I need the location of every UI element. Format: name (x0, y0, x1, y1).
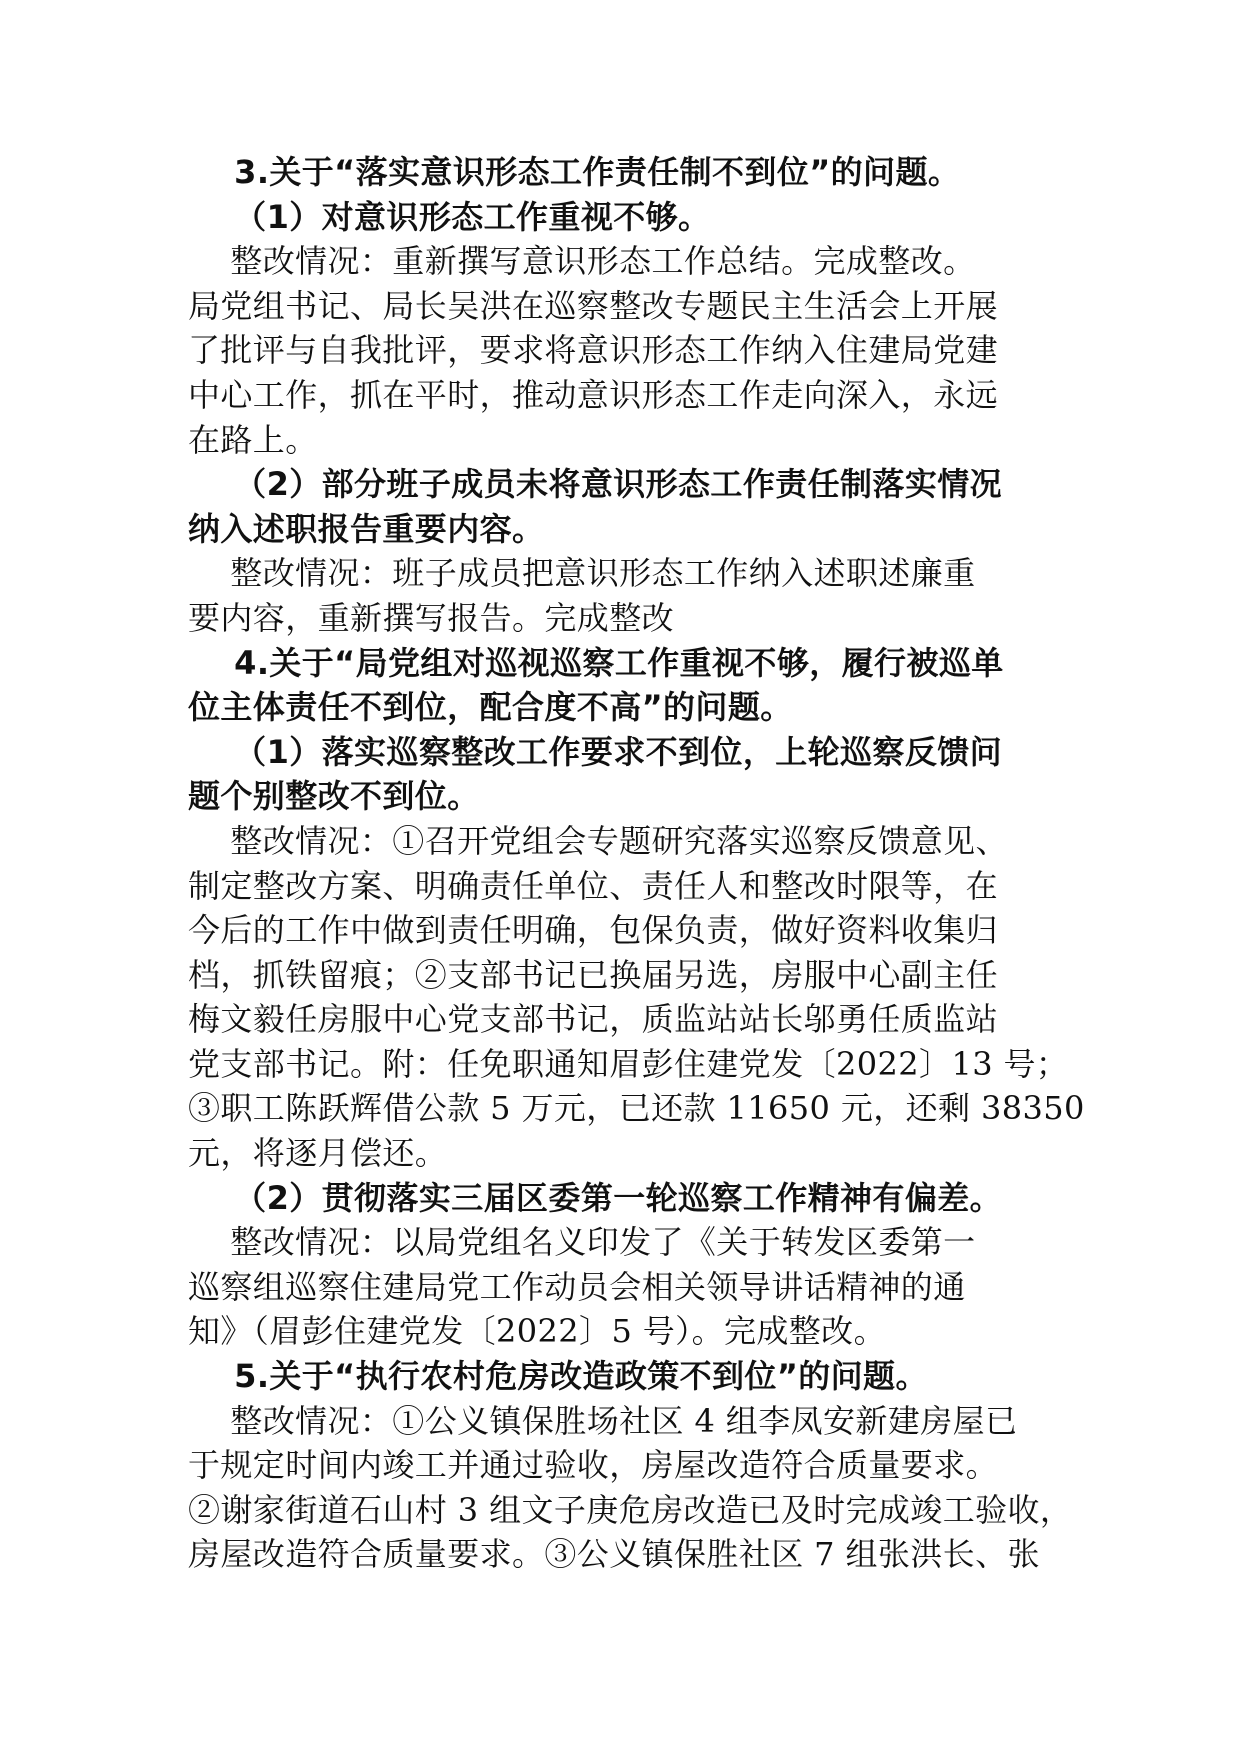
heading-line: （1）落实巡察整改工作要求不到位，上轮巡察反馈问 (188, 732, 1003, 771)
document-page (188, 150, 1085, 1577)
heading-line: 3.关于“落实意识形态工作责任制不到位”的问题。 (188, 153, 961, 191)
paragraph-line: 在路上。 (188, 420, 318, 459)
paragraph-line: 整改情况：重新撰写意识形态工作总结。完成整改。 (188, 242, 976, 281)
paragraph-line: ③职工陈跃辉借公款 5 万元，已还款 11650 元，还剩 38350 (188, 1089, 1085, 1128)
paragraph-line: 房屋改造符合质量要求。③公义镇保胜社区 7 组张洪长、张 (188, 1535, 1040, 1574)
heading-line: 4.关于“局党组对巡视巡察工作重视不够，履行被巡单 (188, 643, 1004, 682)
paragraph-line: 整改情况：①召开党组会专题研究落实巡察反馈意见、 (188, 821, 1008, 860)
paragraph-line: ②谢家街道石山村 3 组文子庚危房改造已及时完成竣工验收， (188, 1490, 1073, 1529)
paragraph-line: 制定整改方案、明确责任单位、责任人和整改时限等，在 (188, 866, 999, 905)
paragraph-line: 整改情况：以局党组名义印发了《关于转发区委第一 (188, 1223, 976, 1262)
heading-line: 题个别整改不到位。 (188, 777, 480, 816)
heading-line: （1）对意识形态工作重视不够。 (188, 197, 711, 236)
paragraph-line: 党支部书记。附：任免职通知眉彭住建党发〔2022〕13 号； (188, 1044, 1069, 1083)
paragraph-line: 整改情况：①公义镇保胜场社区 4 组李凤安新建房屋已 (188, 1401, 1018, 1440)
paragraph-line: 梅文毅任房服中心党支部书记，质监站站长邬勇任质监站 (188, 1000, 999, 1039)
paragraph-line: 了批评与自我批评，要求将意识形态工作纳入住建局党建 (188, 331, 999, 370)
paragraph-line: 局党组书记、局长吴洪在巡察整改专题民主生活会上开展 (188, 286, 999, 325)
paragraph-line: 整改情况：班子成员把意识形态工作纳入述职述廉重 (188, 554, 976, 593)
heading-line: （2）贯彻落实三届区委第一轮巡察工作精神有偏差。 (188, 1178, 1003, 1217)
paragraph-line: 要内容，重新撰写报告。完成整改 (188, 598, 675, 637)
paragraph-line: 知》（眉彭住建党发〔2022〕5 号）。完成整改。 (188, 1312, 886, 1351)
paragraph-line: 巡察组巡察住建局党工作动员会相关领导讲话精神的通 (188, 1267, 966, 1306)
heading-line: （2）部分班子成员未将意识形态工作责任制落实情况 (188, 465, 1003, 504)
paragraph-line: 于规定时间内竣工并通过验收，房屋改造符合质量要求。 (188, 1446, 999, 1485)
paragraph-line: 今后的工作中做到责任明确，包保负责，做好资料收集归 (188, 911, 999, 950)
paragraph-line: 中心工作，抓在平时，推动意识形态工作走向深入，永远 (188, 375, 999, 414)
paragraph-line: 元，将逐月偿还。 (188, 1134, 448, 1173)
paragraph-line: 档，抓铁留痕；②支部书记已换届另选，房服中心副主任 (188, 955, 999, 994)
heading-line: 位主体责任不到位，配合度不高”的问题。 (188, 688, 793, 727)
heading-line: 5.关于“执行农村危房改造政策不到位”的问题。 (188, 1357, 928, 1396)
heading-line: 纳入述职报告重要内容。 (188, 509, 545, 548)
